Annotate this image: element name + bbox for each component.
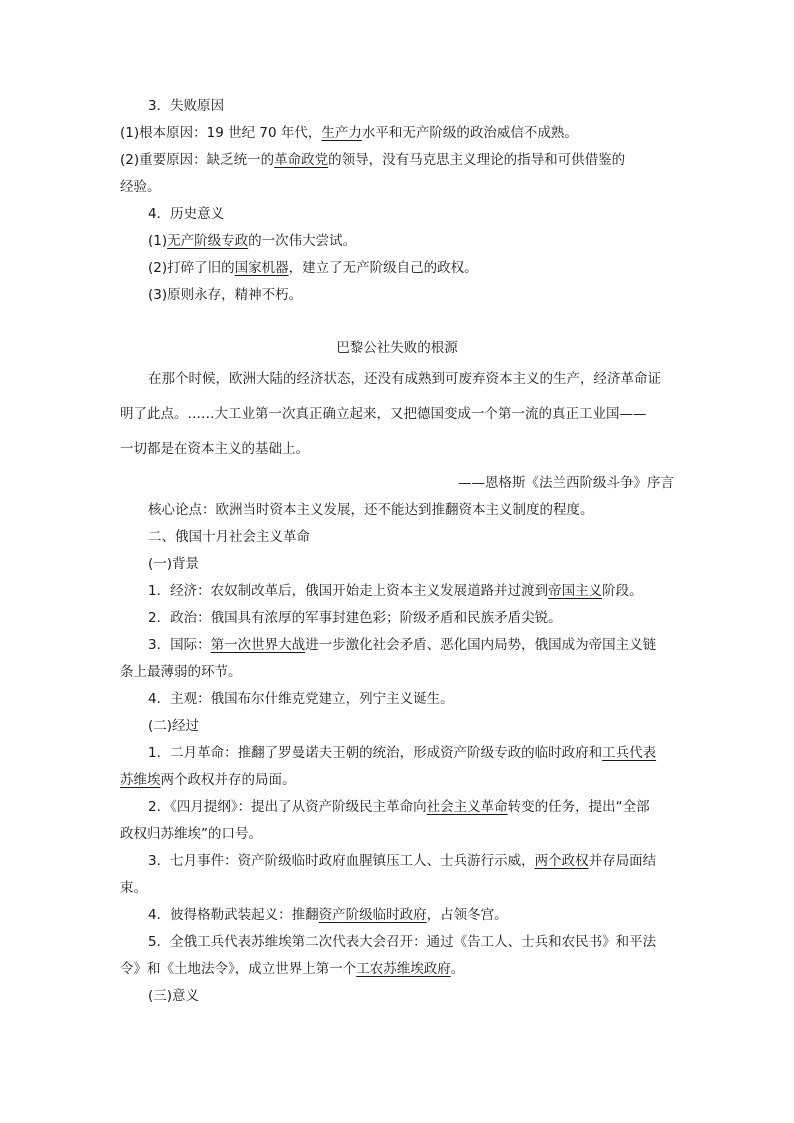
meaning-3: (3)原则永存，精神不朽。 bbox=[148, 287, 303, 303]
reason-2-cont: 经验。 bbox=[120, 179, 161, 195]
process-3-cont: 束。 bbox=[120, 880, 147, 896]
quote-line-1: 在那个时候，欧洲大陆的经济状态，还没有成熟到可废弃资本主义的生产，经济革命证 bbox=[148, 371, 661, 387]
process-title: (二)经过 bbox=[148, 718, 200, 734]
significance-title: (三)意义 bbox=[148, 988, 200, 1004]
process-2: 2．《四月提纲》：提出了从资产阶级民主革命向社会主义革命转变的任务，提出“全部 bbox=[148, 799, 650, 815]
process-4: 4．彼得格勒武装起义：推翻资产阶级临时政府，占领冬宫。 bbox=[148, 907, 508, 923]
background-title: (一)背景 bbox=[148, 556, 200, 572]
part-2-title: 二、俄国十月社会主义革命 bbox=[148, 529, 310, 545]
process-1-cont: 苏维埃两个政权并存的局面。 bbox=[120, 772, 296, 788]
box-title: 巴黎公社失败的根源 bbox=[336, 340, 458, 356]
process-2-cont: 政权归苏维埃”的口号。 bbox=[120, 826, 262, 842]
quote-line-3: 一切都是在资本主义的基础上。 bbox=[120, 441, 309, 457]
quote-source: ——恩格斯《法兰西阶级斗争》序言 bbox=[458, 475, 674, 491]
background-2: 2．政治：俄国具有浓厚的军事封建色彩；阶级矛盾和民族矛盾尖锐。 bbox=[148, 610, 562, 626]
reason-1: (1)根本原因：19 世纪 70 年代，生产力水平和无产阶级的政治威信不成熟。 bbox=[120, 125, 578, 141]
process-1: 1．二月革命：推翻了罗曼诺夫王朝的统治，形成资产阶级专政的临时政府和工兵代表 bbox=[148, 745, 657, 761]
background-4: 4．主观：俄国布尔什维克党建立，列宁主义诞生。 bbox=[148, 691, 454, 707]
meaning-2: (2)打碎了旧的国家机器，建立了无产阶级自己的政权。 bbox=[148, 260, 478, 276]
reason-2: (2)重要原因：缺乏统一的革命政党的领导，没有马克思主义理论的指导和可供借鉴的 bbox=[120, 152, 626, 168]
quote-line-2: 明了此点。……大工业第一次真正确立起来，又把德国变成一个第一流的真正工业国—— bbox=[120, 406, 647, 422]
process-5: 5．全俄工兵代表苏维埃第二次代表大会召开：通过《告工人、士兵和农民书》和平法 bbox=[148, 934, 657, 950]
background-3-cont: 条上最薄弱的环节。 bbox=[120, 664, 242, 680]
process-3: 3．七月事件：资产阶级临时政府血腥镇压工人、士兵游行示威，两个政权并存局面结 bbox=[148, 853, 657, 869]
section-3-title: 3．失败原因 bbox=[148, 98, 225, 114]
background-3: 3．国际：第一次世界大战进一步激化社会矛盾、恶化国内局势，俄国成为帝国主义链 bbox=[148, 637, 657, 653]
background-1: 1．经济：农奴制改革后，俄国开始走上资本主义发展道路并过渡到帝国主义阶段。 bbox=[148, 583, 643, 599]
meaning-1: (1)无产阶级专政的一次伟大尝试。 bbox=[148, 233, 357, 249]
core-argument: 核心论点：欧洲当时资本主义发展，还不能达到推翻资本主义制度的程度。 bbox=[148, 502, 594, 518]
process-5-cont: 令》和《土地法令》，成立世界上第一个工农苏维埃政府。 bbox=[120, 961, 465, 977]
section-4-title: 4．历史意义 bbox=[148, 206, 225, 222]
